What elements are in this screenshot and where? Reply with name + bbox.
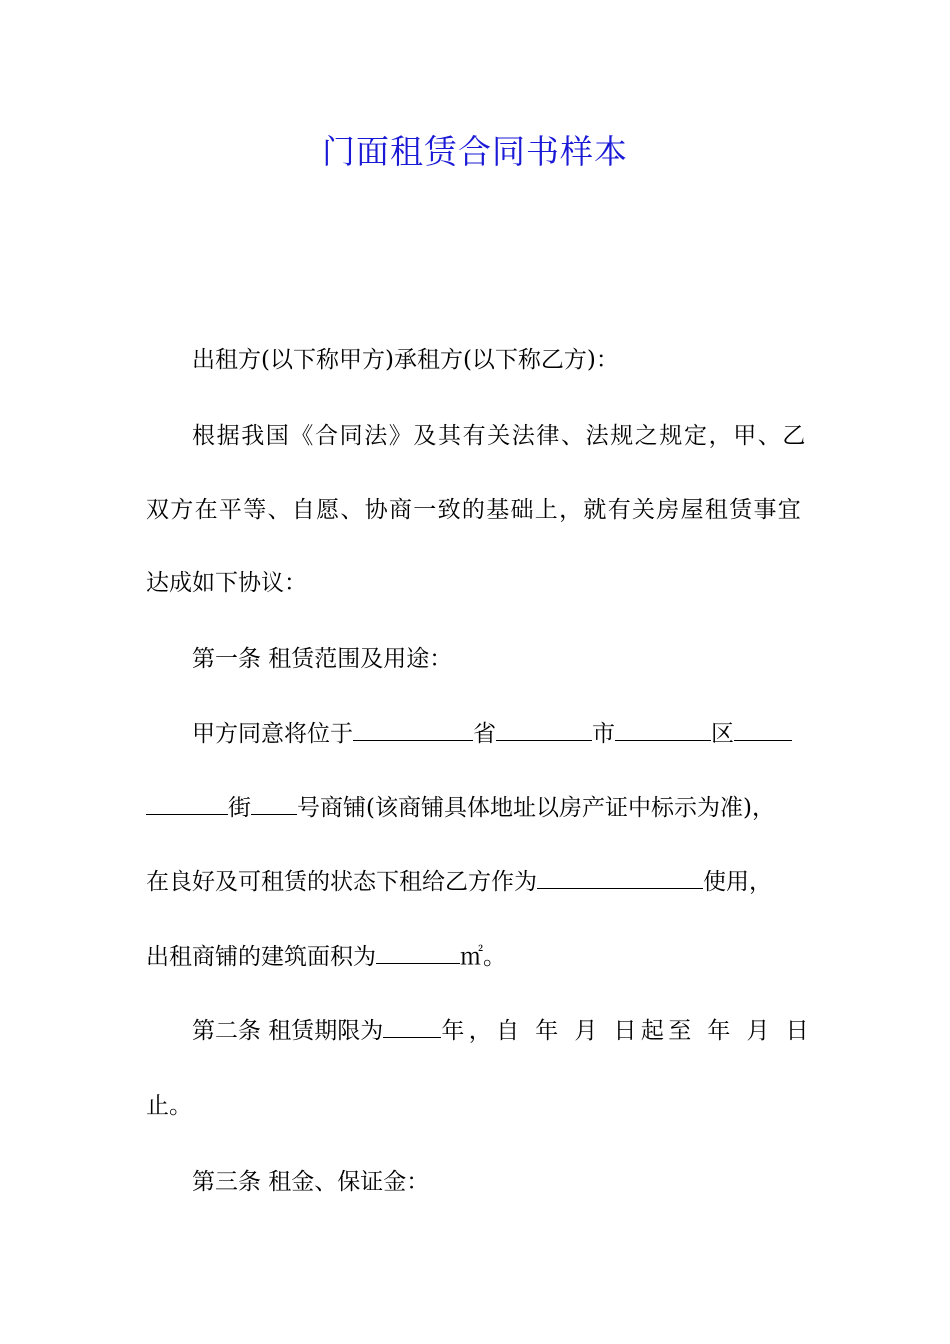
street-blank-start[interactable] xyxy=(734,716,792,741)
area-text-b: ㎡。 xyxy=(460,944,506,970)
article-3-heading: 第三条 租金、保证金： xyxy=(192,1169,430,1195)
preamble-line-2: 双方在平等、自愿、协商一致的基础上，就有关房屋租赁事宜 xyxy=(146,497,803,523)
article-1-use-line xyxy=(146,862,806,902)
years-blank[interactable] xyxy=(383,1013,441,1038)
preamble-text-1: 根据我国《合同法》及其有关法律、法规之规定，甲、乙 xyxy=(192,423,807,449)
address-text-c: 市 xyxy=(592,721,615,747)
area-text-a: 出租商铺的建筑面积为 xyxy=(146,944,376,970)
province-blank[interactable] xyxy=(353,716,473,741)
address-text-d: 区 xyxy=(711,721,734,747)
article-1-area-line xyxy=(146,937,806,977)
article-1-heading: 第一条 租赁范围及用途： xyxy=(192,646,453,672)
area-blank[interactable] xyxy=(376,939,460,964)
article-1-address-line xyxy=(192,714,806,754)
address-text-a: 甲方同意将位于 xyxy=(192,721,353,747)
preamble-line-1 xyxy=(192,416,806,456)
preamble-line-3: 达成如下协议： xyxy=(146,570,307,596)
shop-text: 号商铺(该商铺具体地址以房产证中标示为准)， xyxy=(297,795,775,821)
document-title: 门面租赁合同书样本 xyxy=(322,132,628,171)
use-blank[interactable] xyxy=(537,864,703,889)
use-text-b: 使用， xyxy=(703,869,772,895)
street-blank-end[interactable] xyxy=(146,790,228,815)
term-text-a: 第二条 租赁期限为 xyxy=(192,1018,384,1044)
number-blank[interactable] xyxy=(251,790,297,815)
parties-line: 出租方(以下称甲方)承租方(以下称乙方)： xyxy=(192,347,619,373)
use-text-a: 在良好及可租赁的状态下租给乙方作为 xyxy=(146,869,537,895)
city-blank[interactable] xyxy=(496,716,592,741)
term-text-b: 年，自 年 月 日起至 年 月 日 xyxy=(441,1018,813,1044)
address-text-b: 省 xyxy=(473,721,496,747)
street-text: 街 xyxy=(228,795,251,821)
article-1-street-line xyxy=(146,788,806,828)
article-2-end-line: 止。 xyxy=(146,1093,192,1119)
district-blank[interactable] xyxy=(615,716,711,741)
article-2-line xyxy=(192,1011,813,1051)
